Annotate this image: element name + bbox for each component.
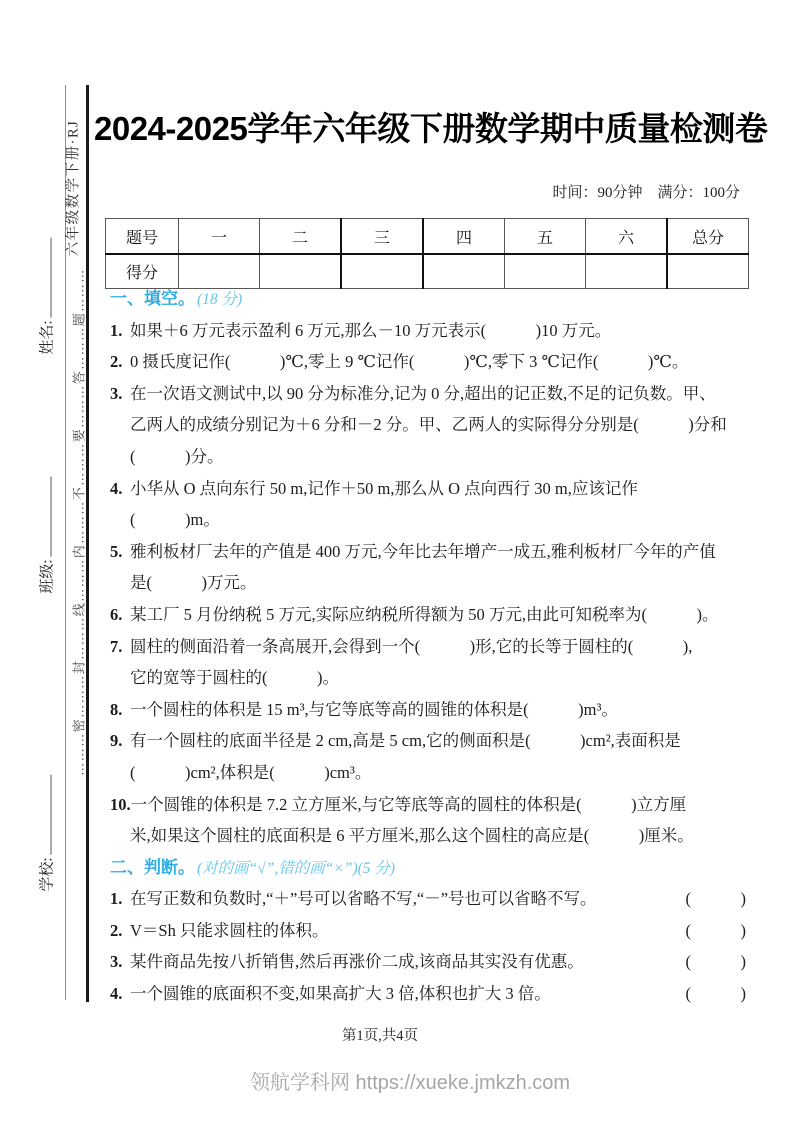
question-line	[110, 789, 770, 821]
question-line	[110, 883, 770, 915]
question-text: 在一次语文测试中,以 90 分为标准分,记为 0 分,超出的记正数,不足的记负数。甲、	[130, 383, 716, 403]
section-heading-2	[110, 852, 770, 884]
question	[110, 978, 770, 1010]
question-line	[110, 315, 770, 347]
score-table	[105, 218, 749, 289]
question	[110, 315, 770, 347]
section-title: 二、判断。	[110, 857, 195, 877]
score-table-col-3: 三	[341, 219, 423, 255]
score-table-col-4: 四	[423, 219, 505, 255]
question-number: 1.	[110, 320, 123, 340]
question-line	[110, 346, 770, 378]
question-text: ( )cm²,体积是( )cm³。	[130, 762, 372, 782]
question-text: V＝Sh 只能求圆柱的体积。	[130, 920, 329, 940]
question-number: 10.	[110, 794, 131, 814]
question-text: 0 摄氏度记作( )℃,零上 9 ℃记作( )℃,零下 3 ℃记作( )℃。	[130, 352, 689, 372]
question-line	[110, 409, 770, 441]
question-number: 8.	[110, 699, 123, 719]
section-note: (对的画“√”,错的画“×”)(5 分)	[197, 859, 396, 877]
page-number: 第1页,共4页	[341, 1028, 419, 1044]
question-number: 5.	[110, 541, 123, 561]
exam-meta: 时间：90分钟 满分：100分	[552, 185, 740, 201]
question-line	[110, 567, 770, 599]
question-number: 2.	[110, 920, 123, 940]
question-number: 4.	[110, 478, 123, 498]
question	[110, 378, 770, 473]
question-line	[110, 536, 770, 568]
question	[110, 789, 770, 852]
question-text: 米,如果这个圆柱的底面积是 6 平方厘米,那么这个圆柱的高应是( )厘米。	[130, 826, 694, 846]
student-school-label: 学校:	[39, 857, 56, 892]
student-class-label: 班级:	[39, 559, 56, 594]
question-line	[110, 662, 770, 694]
question-line	[110, 378, 770, 410]
question-number: 7.	[110, 636, 123, 656]
seal-line-text: ………密………封………线………内………不………要………答………题………	[71, 268, 87, 776]
question-text: 有一个圆柱的底面半径是 2 cm,高是 5 cm,它的侧面积是( )cm²,表面积是	[130, 731, 681, 751]
score-table-corner: 题号	[106, 219, 179, 255]
question-text: 小华从 O 点向东行 50 m,记作＋50 m,那么从 O 点向西行 30 m,应该记作	[130, 478, 638, 498]
question	[110, 915, 770, 947]
question	[110, 599, 770, 631]
page-title: 2024-2025学年六年级下册数学期中质量检测卷	[94, 110, 768, 147]
student-school-field	[36, 774, 57, 891]
question-line	[110, 725, 770, 757]
question-text: 在写正数和负数时,“＋”号可以省略不写,“－”号也可以省略不写。	[130, 889, 597, 909]
question-line	[110, 946, 770, 978]
question-number: 1.	[110, 889, 123, 909]
question-text: 圆柱的侧面沿着一条高展开,会得到一个( )形,它的长等于圆柱的( ),	[130, 636, 693, 656]
question-text: 一个圆锥的底面积不变,如果高扩大 3 倍,体积也扩大 3 倍。	[130, 984, 551, 1004]
question-line	[110, 978, 770, 1010]
section-note: (18 分)	[197, 291, 243, 308]
question-line	[110, 757, 770, 789]
question-number: 4.	[110, 984, 123, 1004]
question-text: 如果＋6 万元表示盈利 6 万元,那么－10 万元表示( )10 万元。	[130, 320, 612, 340]
judge-answer-blank: ( )	[685, 952, 746, 972]
judge-answer-blank: ( )	[685, 920, 746, 940]
question-number: 6.	[110, 604, 123, 624]
question	[110, 946, 770, 978]
question-line	[110, 915, 770, 947]
question-line	[110, 631, 770, 663]
question-line	[110, 694, 770, 726]
question-text: 乙两人的成绩分别记为＋6 分和－2 分。甲、乙两人的实际得分分别是( )分和	[130, 415, 727, 435]
question-text: 一个圆柱的体积是 15 m³,与它等底等高的圆锥的体积是( )m³。	[130, 699, 618, 719]
question	[110, 694, 770, 726]
question	[110, 725, 770, 788]
watermark: 领航学科网 https://xueke.jmkzh.com	[250, 1072, 571, 1094]
questions	[110, 283, 770, 1010]
judge-answer-blank: ( )	[685, 889, 746, 909]
question	[110, 883, 770, 915]
question-line	[110, 599, 770, 631]
question-number: 2.	[110, 352, 123, 372]
student-class-field	[36, 476, 57, 593]
question-line	[110, 504, 770, 536]
score-row-label: 得分	[106, 254, 179, 289]
judge-answer-blank: ( )	[685, 984, 746, 1004]
score-table-col-7: 总分	[667, 219, 749, 255]
question-text: 是( )万元。	[130, 573, 257, 593]
question-line	[110, 441, 770, 473]
book-edition-label: 六年级数学下册·RJ	[65, 119, 82, 257]
student-name-line	[51, 237, 52, 317]
question-text: ( )m。	[130, 510, 220, 530]
score-table-col-5: 五	[505, 219, 586, 255]
question-text: 某件商品先按八折销售,然后再涨价二成,该商品其实没有优惠。	[130, 952, 584, 972]
student-name-label: 姓名:	[39, 320, 56, 355]
score-table-col-6: 六	[586, 219, 668, 255]
question-text: 雅利板材厂去年的产值是 400 万元,今年比去年增产一成五,雅利板材厂今年的产值	[130, 541, 716, 561]
score-table-header-row	[106, 219, 749, 255]
question-number: 3.	[110, 383, 123, 403]
student-school-line	[51, 774, 52, 854]
student-class-line	[51, 476, 52, 556]
question	[110, 631, 770, 694]
score-table-col-2: 二	[260, 219, 342, 255]
question-text: 一个圆锥的体积是 7.2 立方厘米,与它等底等高的圆柱的体积是( )立方厘	[130, 794, 687, 814]
score-table-col-1: 一	[179, 219, 260, 255]
question	[110, 536, 770, 599]
question-line	[110, 820, 770, 852]
section-heading-1	[110, 283, 770, 315]
question-text: 某工厂 5 月份纳税 5 万元,实际应纳税所得额为 50 万元,由此可知税率为( )。	[130, 604, 719, 624]
question-number: 9.	[110, 731, 123, 751]
student-name-field	[36, 237, 57, 354]
question-text: ( )分。	[130, 446, 224, 466]
section-title: 一、填空。	[110, 289, 195, 308]
question-text: 它的宽等于圆柱的( )。	[130, 668, 339, 688]
question	[110, 346, 770, 378]
question	[110, 473, 770, 536]
question-number: 3.	[110, 952, 123, 972]
question-line	[110, 473, 770, 505]
